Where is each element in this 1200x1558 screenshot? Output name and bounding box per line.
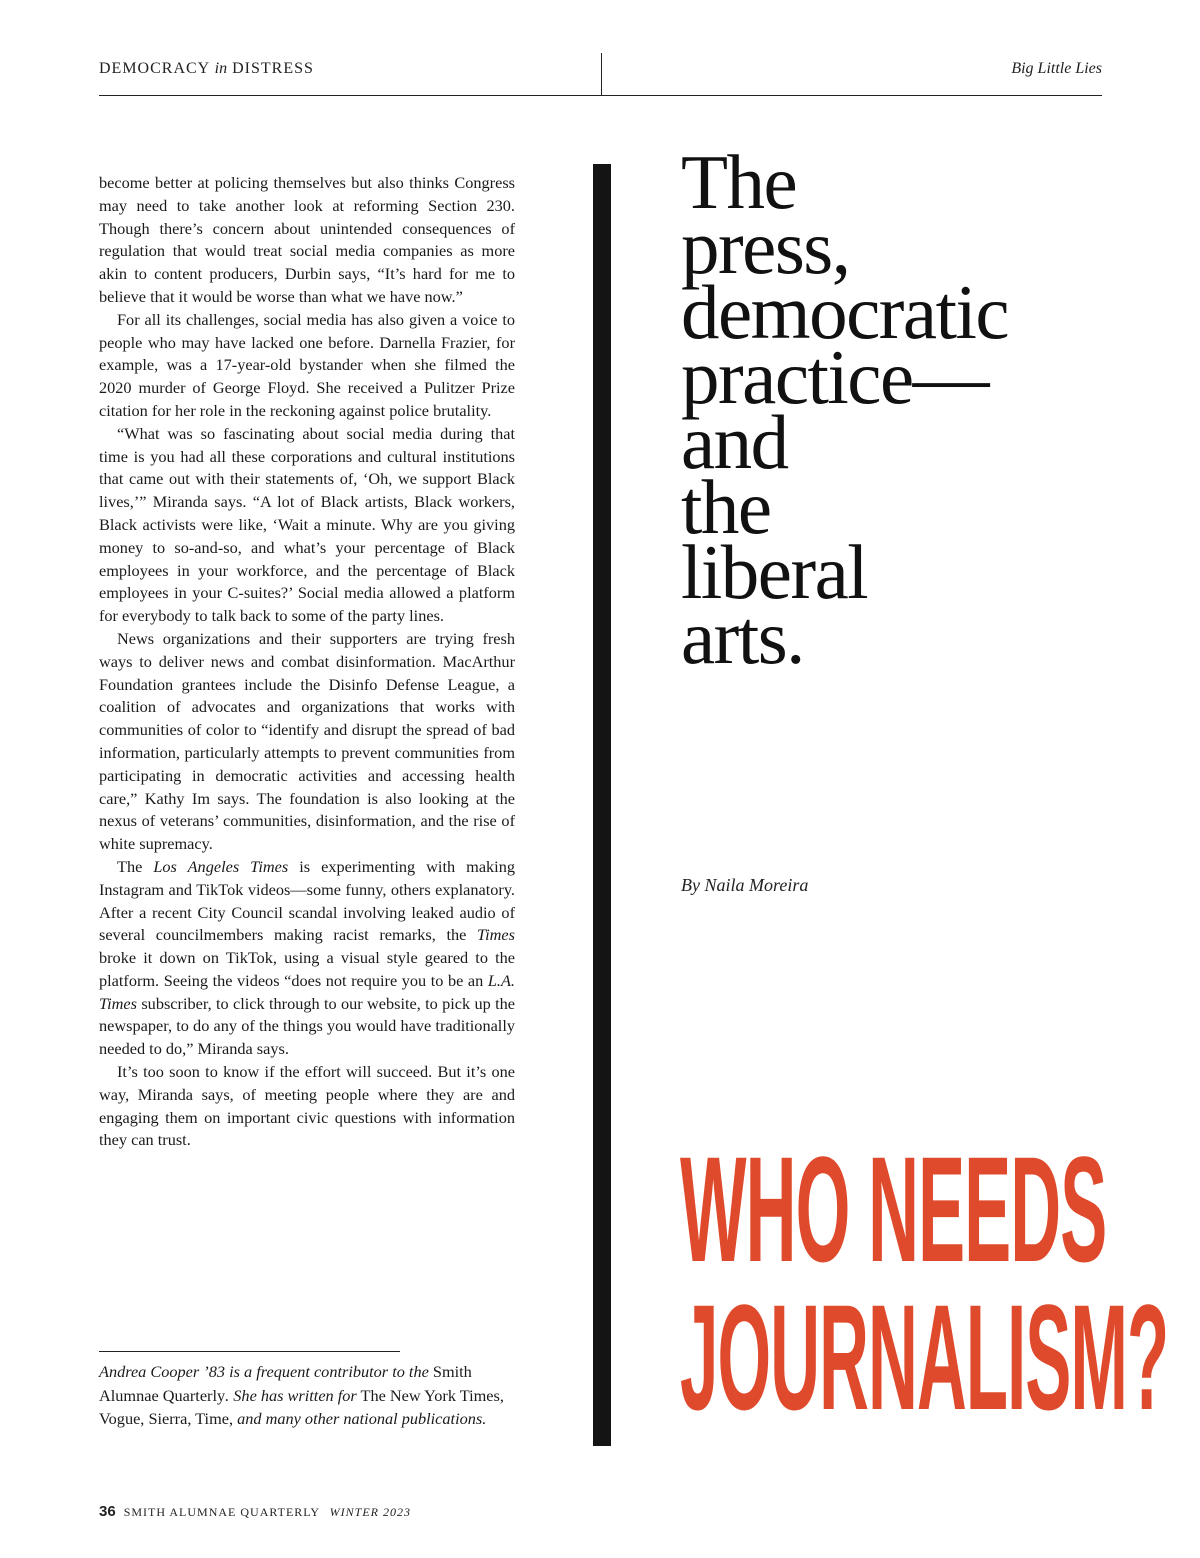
deck-line: The: [681, 139, 797, 225]
publication-name: SMITH ALUMNAE QUARTERLY: [123, 1505, 320, 1519]
body-paragraph: “What was so fascinating about social media during that time is you had all these corporations and cultural institutions that came out with their statements of, ‘Oh, we support Black lives,’” Miranda says. “A lot of Black artists, Black workers, Black activists were like, ‘Wait a minute. Why are you giving money to so-and-so, and what’s your percentage of Black employees in your workforce, and the percentage of Black employees in your C-suites?’ Social media allowed a platform for everybody to talk back to some of the party lines.: [99, 423, 515, 626]
deck-line: practice—: [681, 334, 989, 420]
section-title: DEMOCRACY in DISTRESS: [99, 60, 314, 77]
section-subtitle: Big Little Lies: [1011, 60, 1102, 77]
body-paragraph: It’s too soon to know if the effort will succeed. But it’s one way, Miranda says, of meeting people where they are and engaging them on important civic questions with information they can trust.: [99, 1062, 515, 1150]
body-paragraph: The Los Angeles Times is experimenting with making Instagram and TikTok videos—some funny, others explanatory. After a recent City Council scandal involving leaked audio of several councilmembers making racist remarks, the Times broke it down on TikTok, using a visual style geared to the platform. Seeing the videos “does not require you to be an L.A. Times subscriber, to click through to our website, to pick up the newspaper, to do any of the things you would have traditionally needed to do,” Miranda says.: [99, 856, 516, 1059]
body-paragraph: For all its challenges, social media has also given a voice to people who may have lacked one before. Darnella Frazier, for example, was a 17-year-old bystander when she filmed the 2020 murder of George Floyd. She received a Pulitzer Prize citation for her role in the reckoning against police brutality.: [99, 309, 515, 420]
body-paragraph: News organizations and their supporters are trying fresh ways to deliver news and combat disinformation. MacArthur Foundation grantees include the Disinfo Defense League, a coalition of advocates and organizations that works with communities of color to “identify and disrupt the spread of bad information, particularly attempts to prevent communities from participating in democratic activities and accessing health care,” Kathy Im says. The foundation is also looking at the nexus of veterans’ communities, disinformation, and the rise of white supremacy.: [99, 628, 515, 854]
page-number: 36: [99, 1503, 116, 1520]
deck-line: the: [681, 464, 771, 550]
contributor-note: Andrea Cooper ’83 is a frequent contributor to the Smith Alumnae Quarterly. She has written for The New York Times, Vogue, Sierra, Time, and many other national publications.: [99, 1362, 504, 1428]
title-line-1: WHO NEEDS: [680, 1125, 1107, 1293]
article-deck: [681, 139, 1101, 680]
title-line-2: JOURNALISM?: [680, 1273, 1169, 1441]
article-title: [680, 1125, 1169, 1441]
contributor-divider: [99, 1351, 400, 1352]
header-divider-vertical: [601, 53, 602, 96]
byline: By Naila Moreira: [681, 875, 809, 895]
deck-line: liberal: [681, 529, 868, 615]
page-footer: [99, 1503, 411, 1520]
deck-line: press,: [681, 204, 850, 290]
header-divider-horizontal: [99, 95, 1102, 96]
issue-season: WINTER 2023: [329, 1505, 411, 1519]
decorative-vertical-bar: [593, 164, 611, 1446]
deck-line: democratic: [681, 269, 1009, 355]
article-body-column: [99, 172, 515, 1152]
deck-line: and: [681, 399, 788, 485]
deck-line: arts.: [681, 594, 804, 680]
body-paragraph: become better at policing themselves but also thinks Congress may need to take another look at reforming Section 230. Though there’s concern about unintended consequences of regulation that would treat social media companies as more akin to content producers, Durbin says, “It’s hard for me to believe that it would be worse than what we have now.”: [99, 173, 515, 306]
